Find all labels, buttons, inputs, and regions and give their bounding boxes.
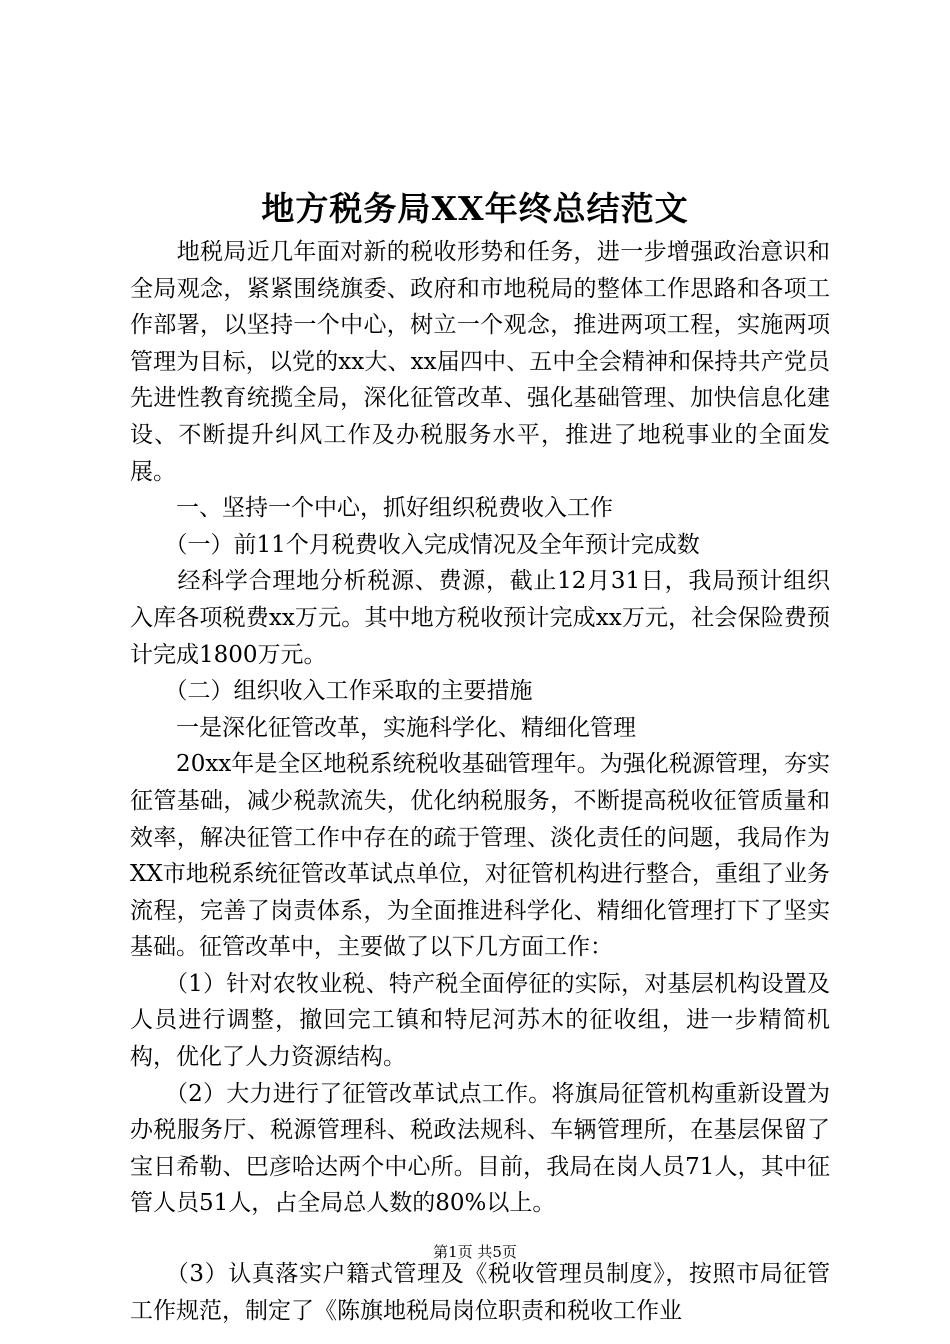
measure-heading-1: 一是深化征管改革，实施科学化、精细化管理 xyxy=(130,714,636,741)
section-heading-1: 一、坚持一个中心，抓好组织税费收入工作 xyxy=(130,495,613,522)
paragraph-revenue: 经科学合理地分析税源、费源，截止12月31日，我局预计组织入库各项税费xx万元。其中地方税收预计完成xx万元，社会保险费预计完成1800万元。 xyxy=(130,568,830,668)
subsection-heading-2: （二）组织收入工作采取的主要措施 xyxy=(130,678,533,705)
document-body xyxy=(130,234,830,1329)
list-item-3: （3）认真落实户籍式管理及《税收管理员制度》，按照市局征管工作规范，制定了《陈旗地税局岗位职责和税收工作业 xyxy=(130,1261,830,1324)
paragraph-reform: 20xx年是全区地税系统税收基础管理年。为强化税源管理，夯实征管基础，减少税款流失，优化纳税服务，不断提高税收征管质量和效率，解决征管工作中存在的疏于管理、淡化责任的问题，我局作为XX市地税系统征管改革试点单位，对征管机构进行整合，重组了业务流程，完善了岗责体系，为全面推进科学化、精细化管理打下了坚实基础。征管改革中，主要做了以下几方面工作： xyxy=(130,751,830,961)
page-footer: 第1页 共5页 xyxy=(433,1243,517,1261)
document-title: 地方税务局XX年终总结范文 xyxy=(261,189,689,228)
paragraph-intro: 地税局近几年面对新的税收形势和任务，进一步增强政治意识和全局观念，紧紧围绕旗委、政府和市地税局的整体工作思路和各项工作部署，以坚持一个中心，树立一个观念，推进两项工程，实施两项管理为目标，以党的xx大、xx届四中、五中全会精神和保持共产党员先进性教育统揽全局，深化征管改革、强化基础管理、加快信息化建设、不断提升纠风工作及办税服务水平，推进了地税事业的全面发展。 xyxy=(130,239,830,485)
subsection-heading-1: （一）前11个月税费收入完成情况及全年预计完成数 xyxy=(130,531,700,558)
list-item-2: （2）大力进行了征管改革试点工作。将旗局征管机构重新设置为办税服务厅、税源管理科、税政法规科、车辆管理所，在基层保留了宝日希勒、巴彦哈达两个中心所。目前，我局在岗人员71人，其中征管人员51人，占全局总人数的80%以上。 xyxy=(130,1080,830,1217)
list-item-1: （1）针对农牧业税、特产税全面停征的实际，对基层机构设置及人员进行调整，撤回完工镇和特尼河苏木的征收组，进一步精简机构，优化了人力资源结构。 xyxy=(130,970,830,1071)
